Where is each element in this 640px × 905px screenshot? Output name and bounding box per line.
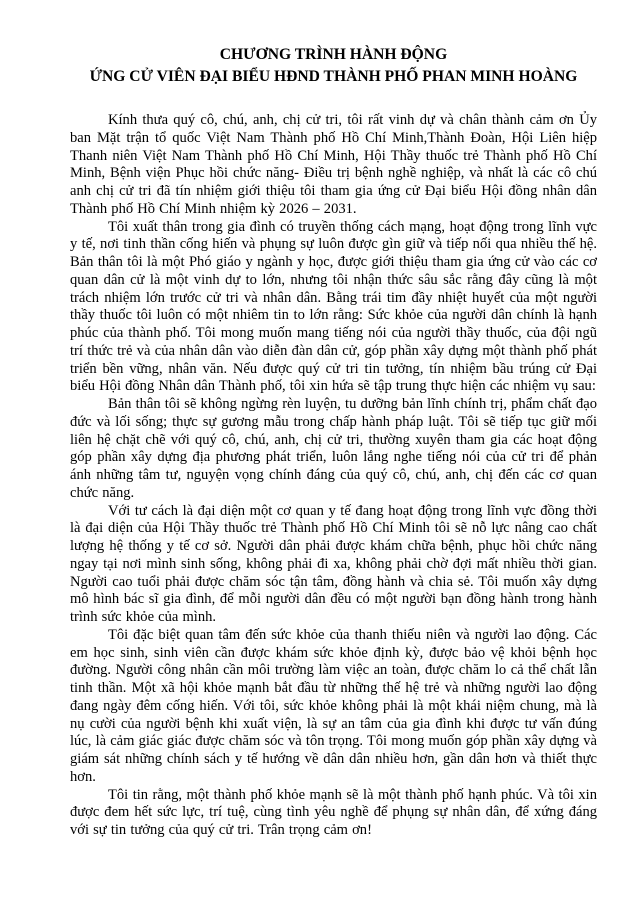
paragraph-greeting: Kính thưa quý cô, chú, anh, chị cử tri, tôi rất vinh dự và chân thành cảm ơn Ủy ban Mặt trận tổ quốc Việt Nam Thành phố Hồ Chí Minh,Thành Đoàn, Hội Liên hiệp Thanh niên Việt Nam Thành phố Hồ Chí Minh, Hội Thầy thuốc trẻ Thành phố Hồ Chí Minh, Bệnh viện Phục hồi chức năng- Điều trị bệnh nghề nghiệp, và nhất là các cô chú anh chị cử tri đã tín nhiệm giới thiệu tôi tham gia ứng cử Đại biểu Hội đồng nhân dân Thành phố Hồ Chí Minh nhiệm kỳ 2026 – 2031. (70, 112, 597, 217)
paragraph-task-youth-workers: Tôi đặc biệt quan tâm đến sức khỏe của thanh thiếu niên và người lao động. Các em học sinh, sinh viên cần được khám sức khỏe định kỳ, được bảo vệ khỏi bệnh học đường. Người công nhân cần môi trường làm việc an toàn, được chăm lo cả thể chất lẫn tinh thần. Một xã hội khỏe mạnh bắt đầu từ những thế hệ trẻ và những người lao động đang ngày đêm cống hiến. Với tôi, sức khỏe không phải là một khái niệm chung, mà là nụ cười của người bệnh khi xuất viện, là sự an tâm của gia đình khi được tư vấn đúng lúc, là cảm giác giác được chăm sóc và tôn trọng. Tôi mong muốn góp phần xây dựng và giám sát những chính sách y tế hướng về dân dân nhiều hơn, gần dân hơn và thiết thực hơn. (70, 626, 597, 785)
paragraph-task-healthcare: Với tư cách là đại diện một cơ quan y tế đang hoạt động trong lĩnh vực đồng thời là đại diện của Hội Thầy thuốc trẻ Thành phố Hồ Chí Minh tôi sẽ nỗ lực nâng cao chất lượng hệ thống y tế cơ sở. Người dân phải được khám chữa bệnh, phục hồi chức năng ngay tại nơi mình sinh sống, không phải đi xa, không phải chờ đợi mất nhiều thời gian. Người cao tuổi phải được chăm sóc tận tâm, đồng hành và chia sẻ. Tôi muốn xây dựng mô hình bác sĩ gia đình, để mỗi người dân đều có một người bạn đồng hành trong hành trình sức khỏe của mình. (70, 502, 597, 625)
paragraph-closing: Tôi tin rằng, một thành phố khỏe mạnh sẽ là một thành phố hạnh phúc. Và tôi xin được đem hết sức lực, trí tuệ, cùng tình yêu nghề để phụng sự nhân dân, để xứng đáng với sự tin tưởng của quý cử tri. Trân trọng cảm ơn! (70, 786, 597, 838)
document-title-line-1: CHƯƠNG TRÌNH HÀNH ĐỘNG (219, 46, 448, 63)
document-title (70, 44, 597, 87)
document-title-line-2: ỨNG CỬ VIÊN ĐẠI BIỂU HĐND THÀNH PHỐ PHAN MINH HOÀNG (89, 67, 578, 85)
paragraph-task-ethics: Bản thân tôi sẽ không ngừng rèn luyện, tu dưỡng bản lĩnh chính trị, phẩm chất đạo đức và lối sống; thực sự gương mẫu trong chấp hành pháp luật. Tôi sẽ tiếp tục giữ mối liên hệ chặt chẽ với quý cô, chú, anh, chị cử tri, thường xuyên tham gia các hoạt động góp phần xây dựng địa phương phát triển, luôn lắng nghe tiếng nói của cử tri để phản ánh những tâm tư, nguyện vọng chính đáng của quý cô, chú, anh, chị đến các cơ quan chức năng. (70, 396, 597, 501)
paragraph-background: Tôi xuất thân trong gia đình có truyền thống cách mạng, hoạt động trong lĩnh vực y tế, nơi tinh thần cống hiến và phụng sự luôn được gìn giữ và tiếp nối qua nhiều thế hệ. Bản thân tôi là một Phó giáo y ngành y học, được giới thiệu tham gia ứng cử vào các cơ quan dân cử là một vinh dự to lớn, nhưng tôi nhận thức sâu sắc rằng đây cũng là một trách nhiệm lớn trước cử tri và nhân dân. Bằng trái tim đầy nhiệt huyết của một người thầy thuốc tôi luôn có một nhiêm tin to lớn rằng: Sức khỏe của người dân chính là hạnh phúc của thành phố. Tôi mong muốn mang tiếng nói của người thầy thuốc, của đội ngũ trí thức trẻ và của nhân dân vào diễn đàn dân cử, góp phần xây dựng một thành phố phát triển bền vững, nhân văn. Nếu được quý cử tri tin tưởng, tín nhiệm bầu trúng cử Đại biểu Hội đồng Nhân dân Thành phố, tôi xin hứa sẽ tập trung thực hiện các nhiệm vụ sau: (70, 218, 597, 395)
document-body (70, 112, 597, 840)
